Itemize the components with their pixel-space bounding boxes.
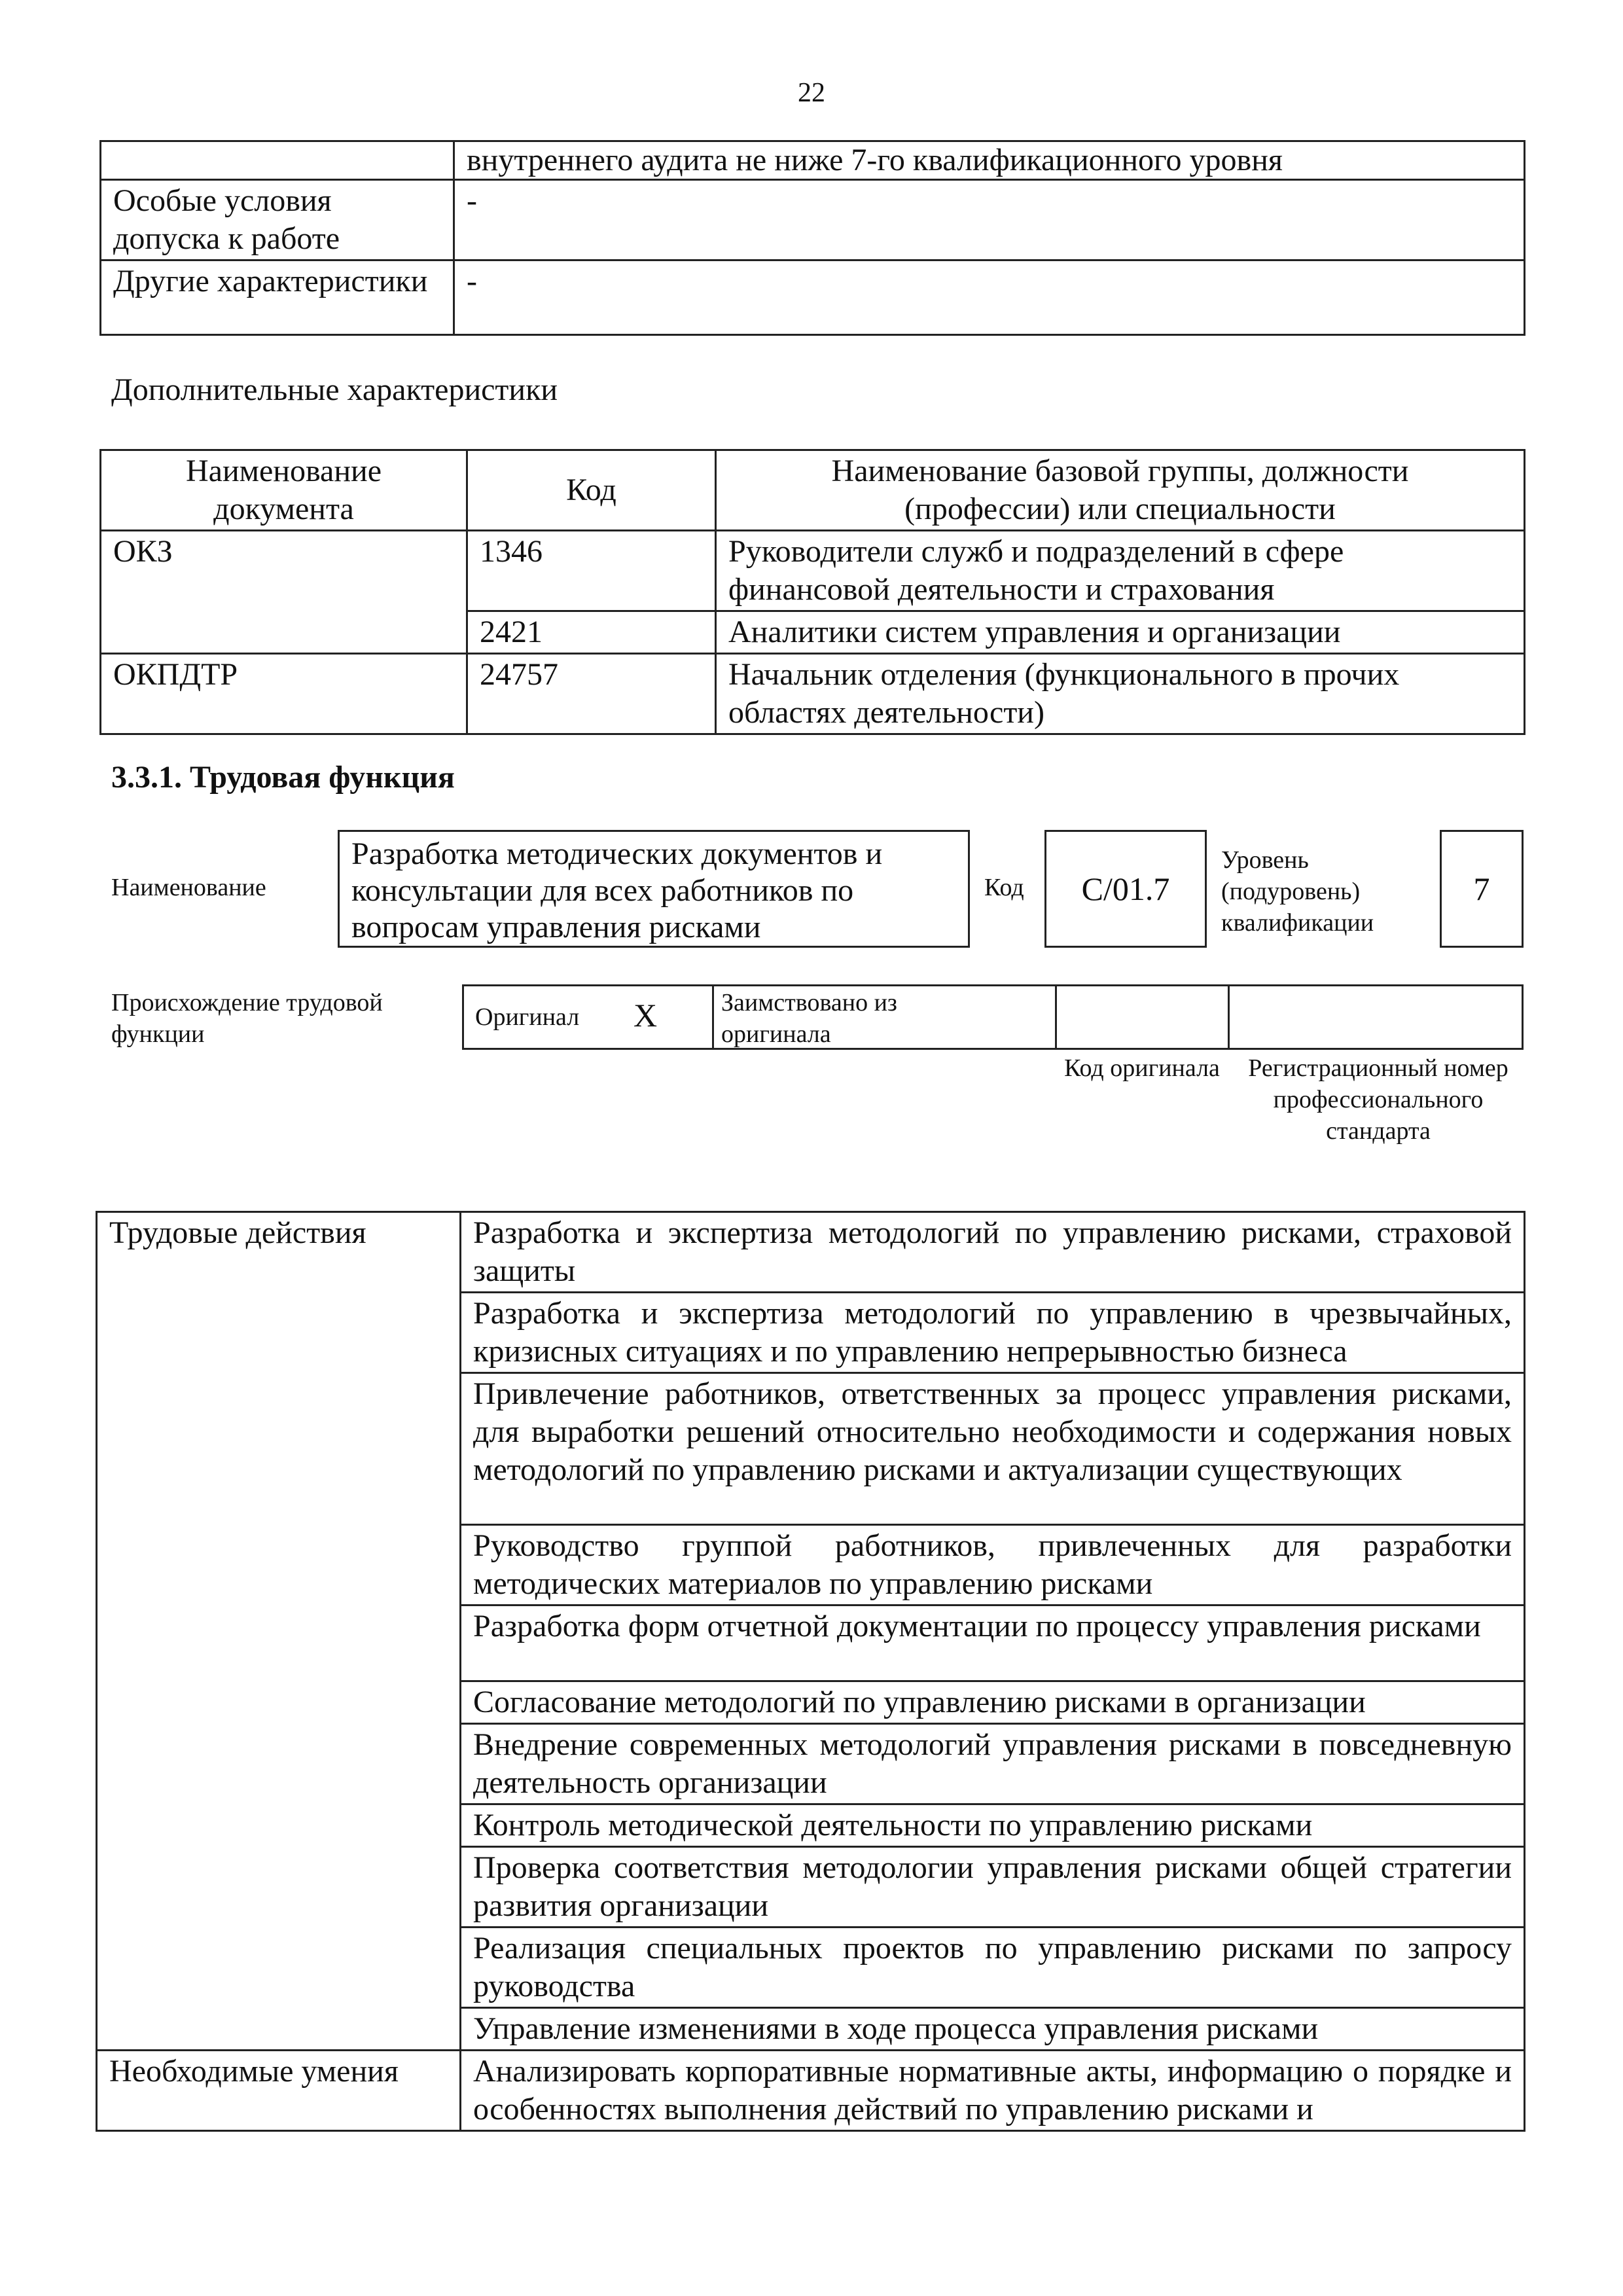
origin-box [462,984,1524,1050]
table-row [101,654,1525,734]
action-item: Привлечение работников, ответственных за процесс управления рисками, для выработки решений относительно необходимости и содержания новых методологий по управлению рисками и актуализации существующих [461,1373,1525,1525]
action-item: Внедрение современных методологий управления рисками в повседневную деятельность организации [461,1724,1525,1804]
action-item: Реализация специальных проектов по управлению рисками по запросу руководства [461,1928,1525,2008]
cell-doc: ОКЗ [101,531,467,654]
original-mark: X [633,997,658,1033]
table-row [101,141,1525,180]
cell-name: Начальник отделения (функционального в прочих областях деятельности) [716,654,1525,734]
action-item: Проверка соответствия методологии управления рисками общей стратегии развития организации [461,1847,1525,1928]
table-row [97,1212,1525,1293]
action-item: Разработка и экспертиза методологий по управлению рисками, страховой защиты [461,1212,1525,1293]
additional-table [99,449,1525,735]
table-header-row [101,450,1525,531]
skill-item: Анализировать корпоративные нормативные акты, информацию о порядке и особенностях выполнения действий по управлению рисками и [461,2051,1525,2131]
header-name: Наименование базовой группы, должности (профессии) или специальности [716,450,1525,531]
table-row [101,260,1525,335]
origin-divider-2 [1055,984,1057,1050]
top-row-label: Особые условия допуска к работе [101,180,454,260]
function-name-value: Разработка методических документов и консультации для всех работников по вопросам управления рисками [351,836,883,944]
additional-heading: Дополнительные характеристики [111,372,558,407]
action-item: Разработка форм отчетной документации по процессу управления рисками [461,1605,1525,1681]
table-row [101,531,1525,611]
action-item: Разработка и экспертиза методологий по управлению в чрезвычайных, кризисных ситуациях и по управлению непрерывностью бизнеса [461,1293,1525,1373]
table-row [101,180,1525,260]
function-name-box [338,830,970,948]
cell-name: Руководители служб и подразделений в сфере финансовой деятельности и страхования [716,531,1525,611]
code-original-caption: Код оригинала [1064,1054,1220,1082]
top-row-value: - [454,180,1525,260]
action-item: Руководство группой работников, привлеченных для разработки методических материалов по управлению рисками [461,1525,1525,1605]
top-row-label: Другие характеристики [101,260,454,335]
table-row [97,2051,1525,2131]
skills-label: Необходимые умения [97,2051,461,2131]
origin-divider-3 [1228,984,1230,1050]
actions-label: Трудовые действия [97,1212,461,2051]
top-row-label [101,141,454,180]
action-item: Управление изменениями в ходе процесса управления рисками [461,2008,1525,2051]
top-row-value: внутреннего аудита не ниже 7-го квалификационного уровня [454,141,1525,180]
cell-doc: ОКПДТР [101,654,467,734]
level-value: 7 [1473,870,1490,907]
level-label: Уровень (подуровень) квалификации [1221,846,1374,937]
action-item: Контроль методической деятельности по управлению рисками [461,1804,1525,1847]
cell-name: Аналитики систем управления и организации [716,611,1525,654]
origin-label: Происхождение трудовой функции [111,989,383,1048]
header-doc: Наименование документа [101,450,467,531]
borrowed-label: Заимствовано из оригинала [721,989,897,1048]
origin-divider-1 [712,984,714,1050]
code-label: Код [984,874,1024,901]
action-item: Согласование методологий по управлению рисками в организации [461,1681,1525,1724]
top-table [99,140,1525,336]
name-label: Наименование [111,874,266,901]
top-row-value: - [454,260,1525,335]
header-code: Код [467,450,716,531]
section-title: 3.3.1. Трудовая функция [111,760,455,795]
code-value: C/01.7 [1081,870,1170,907]
level-box [1440,830,1524,948]
code-box [1044,830,1207,948]
cell-code: 24757 [467,654,716,734]
original-label: Оригинал [475,1003,580,1031]
cell-code: 1346 [467,531,716,611]
cell-code: 2421 [467,611,716,654]
reg-number-caption: Регистрационный номер профессионального стандарта [1248,1054,1508,1145]
page-number: 22 [798,78,825,108]
main-table [96,1211,1525,2132]
